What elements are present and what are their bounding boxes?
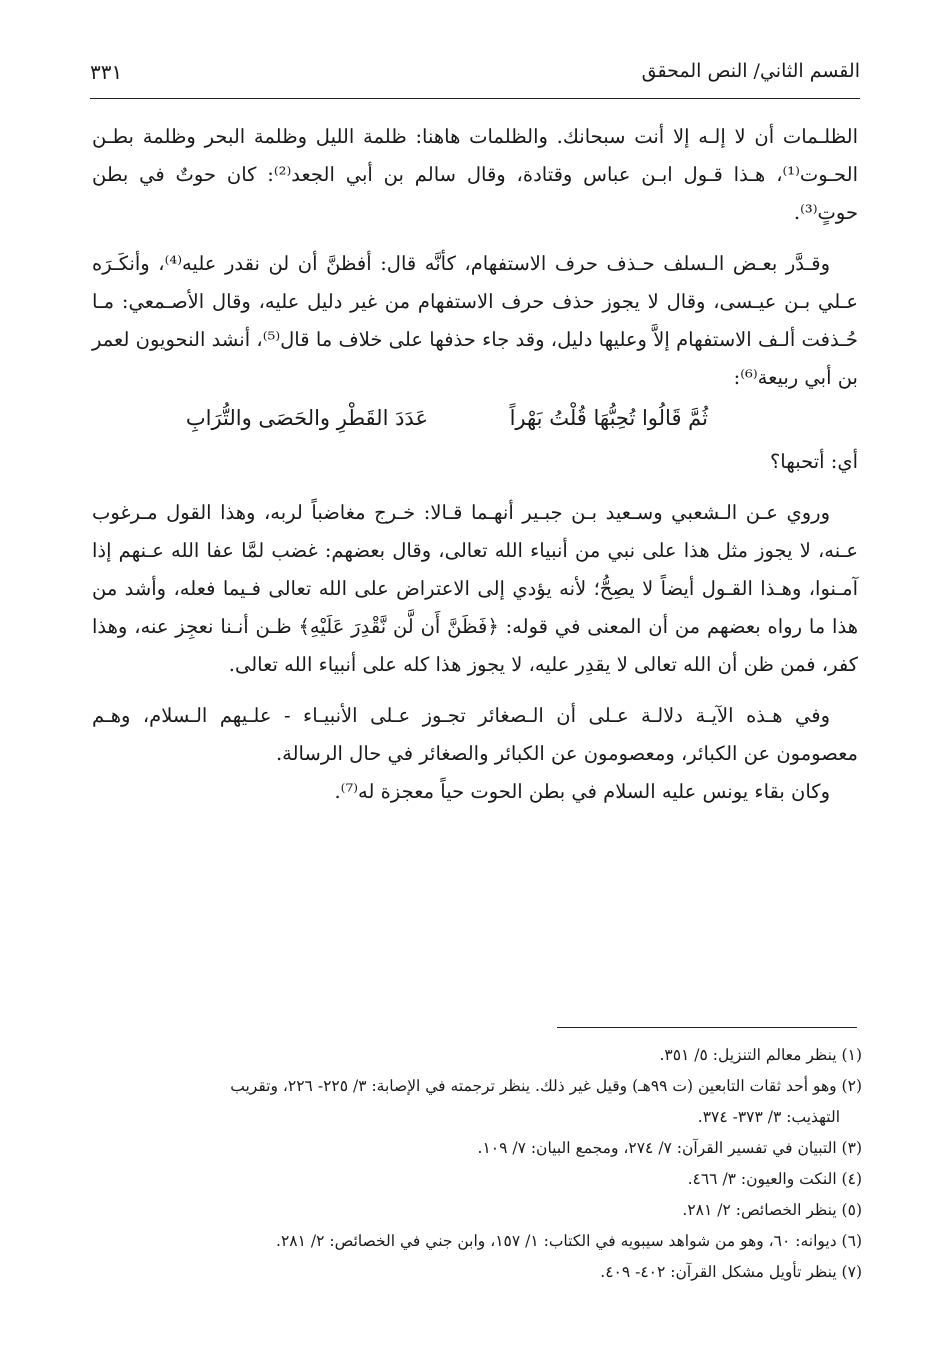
footnote-4: (٤) النكت والعيون: ٣/ ٤٦٦. [687, 1170, 862, 1188]
verse-second-hemistich: عَدَدَ القَطْرِ والحَصَى والتُّرَابِ [185, 406, 428, 431]
footnote-7: (٧) ينظر تأويل مشكل القرآن: ٤٠٢- ٤٠٩. [600, 1263, 862, 1281]
header-rule [90, 98, 860, 99]
paragraph-6: وكان بقاء يونس عليه السلام في بطن الحوت حياً معجزة له⁽⁷⁾. [334, 780, 830, 804]
paragraph-4: وروي عـن الـشعبي وسـعيد بـن جبـير أنهـما قـالا: خـرج مغاضباً لربه، وهذا القول مـرغوب عـنه، لا يجوز مثل هذا على نبي من أنبياء الله تعالى، وقال بعضهم: غضب لمَّا عفا الله عـنهم إذا آمـنوا، وهـذا القـول أيضاً لا يصِحُّ؛ لأنه يؤدي إلى الاعتراض على الله تعالى فـيما فعله، وأشد من هذا ما رواه بعضهم من أن المعنى في قوله: ﴿فَظَنَّ أَن لَّن نَّقْدِرَ عَلَيْهِ﴾ ظـن أنـنا نعجِز عنه، وهذا كفر، فمن ظن أن الله تعالى لا يقدِر عليه، لا يجوز هذا كله على أنبياء الله تعالى. [92, 500, 858, 677]
paragraph-3: أي: أتحبها؟ [769, 450, 858, 474]
footnote-2: (٢) وهو أحد ثقات التابعين (ت ٩٩هـ) وقيل غير ذلك. ينظر ترجمته في الإصابة: ٣/ ٢٢٥- ٢٢٦، وتقريب [230, 1077, 862, 1095]
verse-first-hemistich: ثُمَّ قَالُوا تُحِبُّهَا قُلْتُ بَهْراً [509, 406, 708, 431]
paragraph-1: الظلـمات أن لا إلـه إلا أنت سبحانك. والظلمات هاهنا: ظلمة الليل وظلمة البحر وظلمة بطـن الحـوت⁽¹⁾، هـذا قـول ابـن عباس وقتادة، وقال سالم بن أبي الجعد⁽²⁾: كان حوتٌ في بطن حوتٍ⁽³⁾. [92, 125, 858, 225]
paragraph-5: وفي هـذه الآيـة دلالـة عـلى أن الـصغائر تجـوز عـلى الأنبيـاء - علـيهم الـسلام، وهـم معصومون عن الكبائر، ومعصومون عن الكبائر والصغائر في حال الرسالة. [92, 703, 858, 765]
footnote-1: (١) ينظر معالم التنزيل: ٥/ ٣٥١. [659, 1046, 862, 1064]
running-header [90, 60, 860, 90]
main-text [92, 118, 858, 811]
footnote-separator [557, 1027, 857, 1028]
header-title: القسم الثاني/ النص المحقق [641, 60, 860, 82]
footnotes [150, 1040, 862, 1288]
footnote-2-continuation: التهذيب: ٣/ ٣٧٣- ٣٧٤. [697, 1108, 840, 1126]
paragraph-2: وقـدَّر بعـض الـسلف حـذف حرف الاستفهام، كأنَّه قال: أفظنَّ أن لن نقدر عليه⁽⁴⁾، وأنكَـرَه عـلي بـن عيـسى، وقال لا يجوز حذف حرف الاستفهام من غير دليل عليه، وقال الأصـمعي: مـا حُـذفت ألـف الاستفهام إلاَّ وعليها دليل، وقد جاء حذفها على خلاف ما قال⁽⁵⁾، أنشد النحويون لعمر بن أبي ربيعة⁽⁶⁾: [92, 251, 858, 390]
footnote-6: (٦) ديوانه: ٦٠، وهو من شواهد سيبويه في الكتاب: ١/ ١٥٧، وابن جني في الخصائص: ٢/ ٢٨١. [276, 1232, 862, 1250]
footnote-3: (٣) التبيان في تفسير القرآن: ٧/ ٢٧٤، ومجمع البيان: ٧/ ١٠٩. [477, 1139, 862, 1157]
page-number: ٣٣١ [90, 60, 123, 84]
poetry-verse [92, 397, 858, 443]
footnote-5: (٥) ينظر الخصائص: ٢/ ٢٨١. [682, 1201, 862, 1219]
